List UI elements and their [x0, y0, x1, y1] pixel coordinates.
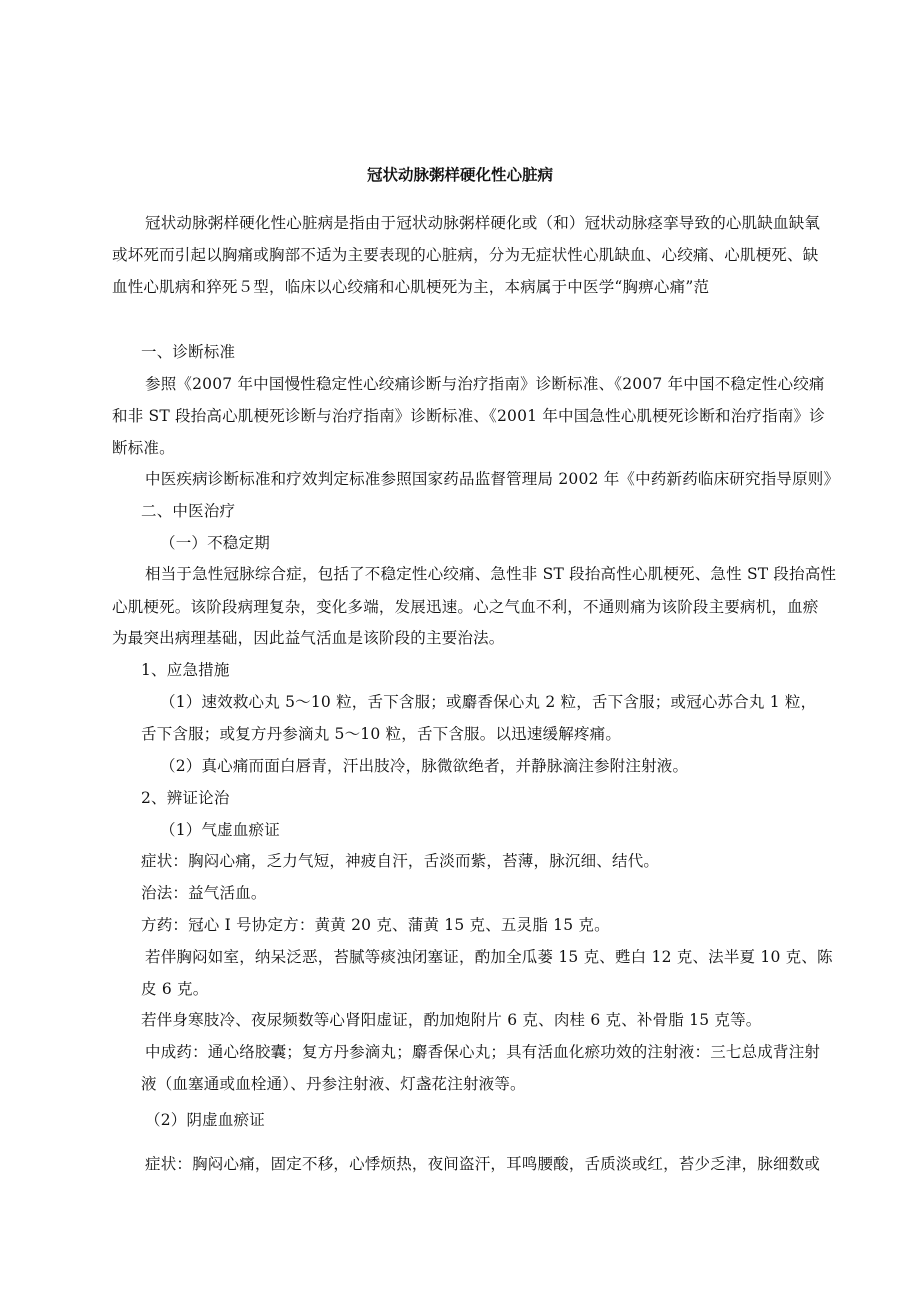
paragraph-line: 若伴胸闷如室，纳呆泛恶，苔腻等痰浊闭塞证，酌加全瓜蒌 15 克、甦白 12 克、法半夏 10 克、陈 [145, 948, 833, 966]
list-item: （2）真心痛而面白唇青，汗出肢冷，脉微欲绝者，并静脉滴注参附注射液。 [160, 757, 689, 775]
paragraph-line: 皮 6 克。 [141, 980, 209, 998]
paragraph-line: 中医疾病诊断标准和疗效判定标准参照国家药品监督管理局 2002 年《中药新药临床研究指导原则》 [145, 470, 840, 488]
paragraph-line: 心肌梗死。该阶段病理复杂，变化多端，发展迅速。心之气血不利，不通则痛为该阶段主要病机，血瘀 [112, 598, 819, 616]
intro-line: 血性心肌病和猝死５型，临床以心绞痛和心肌梗死为主，本病属于中医学“胸痹心痛”范 [112, 278, 710, 296]
paragraph-line: 液（血塞通或血栓通）、丹参注射液、灯盏花注射液等。 [141, 1075, 526, 1093]
paragraph-line: 为最突出病理基础，因此益气活血是该阶段的主要治法。 [112, 629, 505, 647]
subsection-heading: （2）阴虚血瘀证 [145, 1111, 265, 1129]
paragraph-line: 症状：胸闷心痛，固定不移，心悸烦热，夜间盗汗，耳鸣腰酸，舌质淡或红，苔少乏津，脉细数或 [145, 1155, 821, 1173]
list-item: 舌下含服；或复方丹参滴丸 5～10 粒，舌下含服。以迅速缓解疼痛。 [141, 725, 622, 743]
paragraph-line: 治法：益气活血。 [141, 884, 267, 902]
paragraph-line: 症状：胸闷心痛，乏力气短，神疲自汗，舌淡而紫，苔薄，脉沉细、结代。 [141, 852, 660, 870]
paragraph-line: 方药：冠心 I 号协定方：黄黄 20 克、蒲黄 15 克、五灵脂 15 克。 [141, 916, 610, 934]
paragraph-line: 若伴身寒肢冷、夜尿频数等心肾阳虚证，酌加炮附片 6 克、肉桂 6 克、补骨脂 15 克等。 [141, 1011, 762, 1029]
list-heading: 1、应急措施 [141, 661, 230, 679]
intro-line: 冠状动脉粥样硬化性心脏病是指由于冠状动脉粥样硬化或（和）冠状动脉痉挛导致的心肌缺血缺氧 [145, 214, 821, 232]
document-title: 冠状动脉粥样硬化性心脏病 [366, 165, 553, 184]
list-item: （1）速效救心丸 5～10 粒，舌下含服；或麝香保心丸 2 粒，舌下含服；或冠心苏合丸 1 粒， [160, 693, 817, 711]
paragraph-line: 中成药：通心络胶囊；复方丹参滴丸；麝香保心丸；具有活血化瘀功效的注射液：三七总成背注射 [145, 1043, 821, 1061]
list-heading: 2、辨证论治 [141, 789, 230, 807]
paragraph-line: 相当于急性冠脉综合症，包括了不稳定性心绞痛、急性非 ST 段抬高性心肌梗死、急性 ST 段抬高性 [145, 565, 837, 583]
subsection-heading: （一）不稳定期 [160, 534, 270, 552]
paragraph-line: 参照《2007 年中国慢性稳定性心绞痛诊断与治疗指南》诊断标准、《2007 年中国不稳定性心绞痛 [145, 375, 825, 393]
section-heading: 一、诊断标准 [141, 343, 236, 361]
paragraph-line: 和非 ST 段抬高心肌梗死诊断与治疗指南》诊断标准、《2001 年中国急性心肌梗死诊断和治疗指南》诊 [112, 407, 825, 425]
intro-line: 或坏死而引起以胸痛或胸部不适为主要表现的心脏病，分为无症状性心肌缺血、心绞痛、心肌梗死、缺 [112, 246, 819, 264]
paragraph-line: 断标准。 [112, 439, 175, 457]
section-heading: 二、中医治疗 [141, 502, 236, 520]
subsection-heading: （1）气虚血瘀证 [160, 821, 280, 839]
